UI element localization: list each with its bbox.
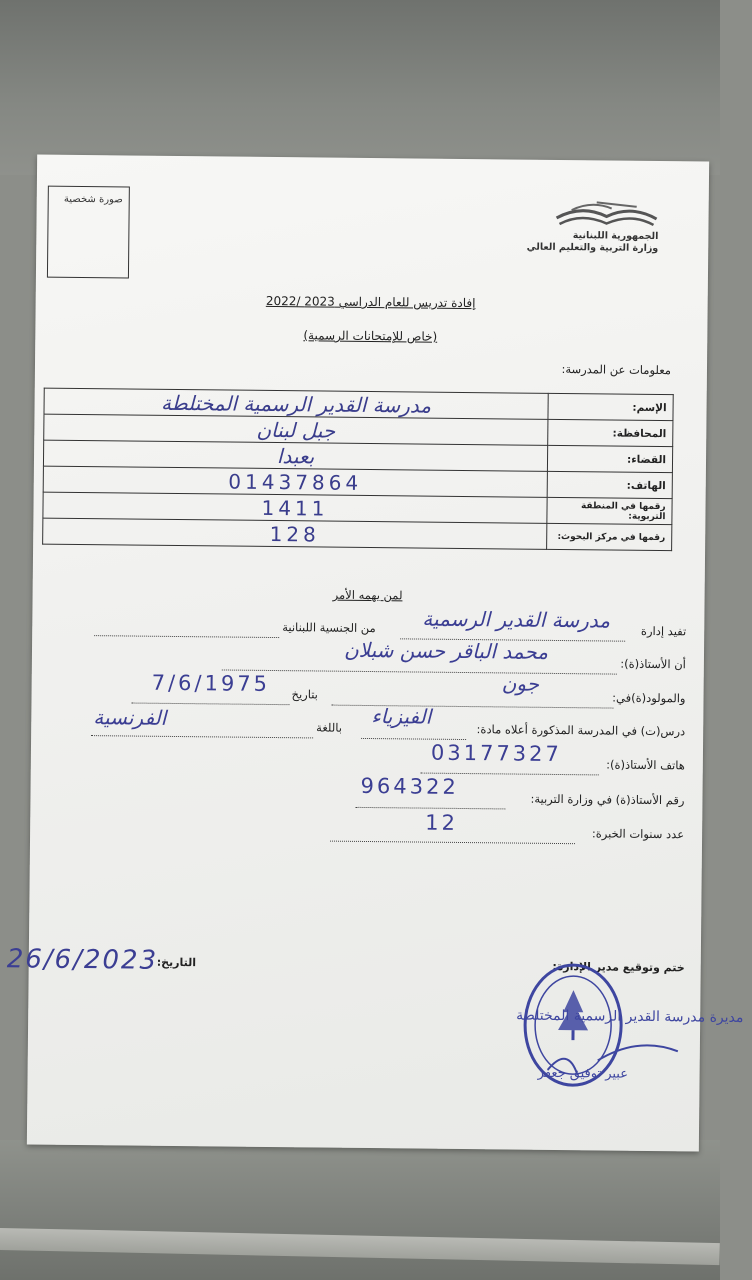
phone-label: الهاتف: (547, 471, 672, 498)
photo-label: صورة شخصية (63, 193, 123, 206)
region-number-value: 1411 (43, 492, 547, 523)
administration-label: تفيد إدارة (640, 623, 687, 639)
stamp-school-text: مديرة مدرسة القدير الرسمية المختلطة (516, 1007, 744, 1026)
dotted-line (355, 807, 505, 810)
school-name-handwritten: مدرسة القدير الرسمية (422, 606, 611, 633)
district-value: بعبدا (43, 440, 547, 471)
stamp-signature-label: ختم وتوقيع مدير الإدارة: (552, 959, 685, 975)
teacher-label: أن الأستاذ(ة): (620, 656, 686, 672)
date-label: التاريخ: (156, 955, 197, 970)
school-info-heading: معلومات عن المدرسة: (561, 362, 672, 378)
ministry-header (498, 229, 658, 255)
teacher-name-handwritten: محمد الباقر حسن شبلان (343, 637, 549, 664)
table-row (43, 518, 672, 551)
stamp-principal-name: عبير توفيق جعفر (537, 1065, 629, 1082)
school-info-table (42, 388, 674, 552)
ministry-number-handwritten: 964322 (360, 773, 459, 799)
birthplace-label: والمولود(ة)في: (612, 690, 686, 706)
teacher-phone-handwritten: 03177327 (430, 740, 562, 767)
republic-name: الجمهورية اللبنانية (572, 230, 659, 243)
ministry-name: وزارة التربية والتعليم العالي (526, 241, 659, 255)
subject-label: درس(ت) في المدرسة المذكورة أعلاه مادة: (476, 722, 686, 739)
birthdate-label: بتاريخ (291, 687, 318, 702)
date-handwritten: 26/6/2023 (6, 944, 159, 976)
background-top (0, 0, 720, 175)
research-number-label: رقمها في مركز البحوث: (547, 523, 672, 550)
ministry-number-label: رقم الأستاذ(ة) في وزارة التربية: (530, 791, 685, 808)
dotted-line (330, 841, 575, 845)
experience-label: عدد سنوات الخبرة: (591, 826, 685, 842)
nationality-label: من الجنسية اللبنانية (282, 620, 376, 636)
district-label: القضاء: (547, 445, 672, 472)
document-subtitle: (خاص للإمتحانات الرسمية) (303, 328, 438, 344)
language-handwritten: الفرنسية (93, 705, 167, 730)
region-number-label: رقمها في المنطقة التربوية: (547, 497, 672, 524)
subject-handwritten: الفيزياء (371, 704, 432, 729)
experience-handwritten: 12 (425, 810, 459, 835)
research-number-value: 128 (43, 518, 547, 549)
book-emblem-icon (551, 198, 661, 233)
concern-heading: لمن يهمه الأمر (332, 587, 403, 603)
governorate-label: المحافظة: (548, 419, 673, 446)
birthplace-handwritten: جون (501, 671, 540, 696)
school-name-value: مدرسة القدير الرسمية المختلطة (44, 388, 548, 419)
birthdate-handwritten: 7/6/1975 (151, 670, 271, 696)
document-page (6, 155, 744, 1152)
dotted-line (222, 669, 617, 674)
language-label: باللغة (316, 720, 343, 735)
dotted-line (91, 735, 313, 738)
teacher-phone-label: هاتف الأستاذ(ة): (606, 757, 685, 773)
dotted-line (94, 635, 279, 638)
photo-box (47, 186, 130, 279)
dotted-line (361, 738, 466, 740)
school-name-label: الإسم: (548, 393, 673, 420)
phone-value: 01437864 (43, 466, 547, 497)
governorate-value: جبل لبنان (44, 414, 548, 445)
document-title: إفادة تدريس للعام الدراسي 2023 /2022 (265, 293, 476, 311)
